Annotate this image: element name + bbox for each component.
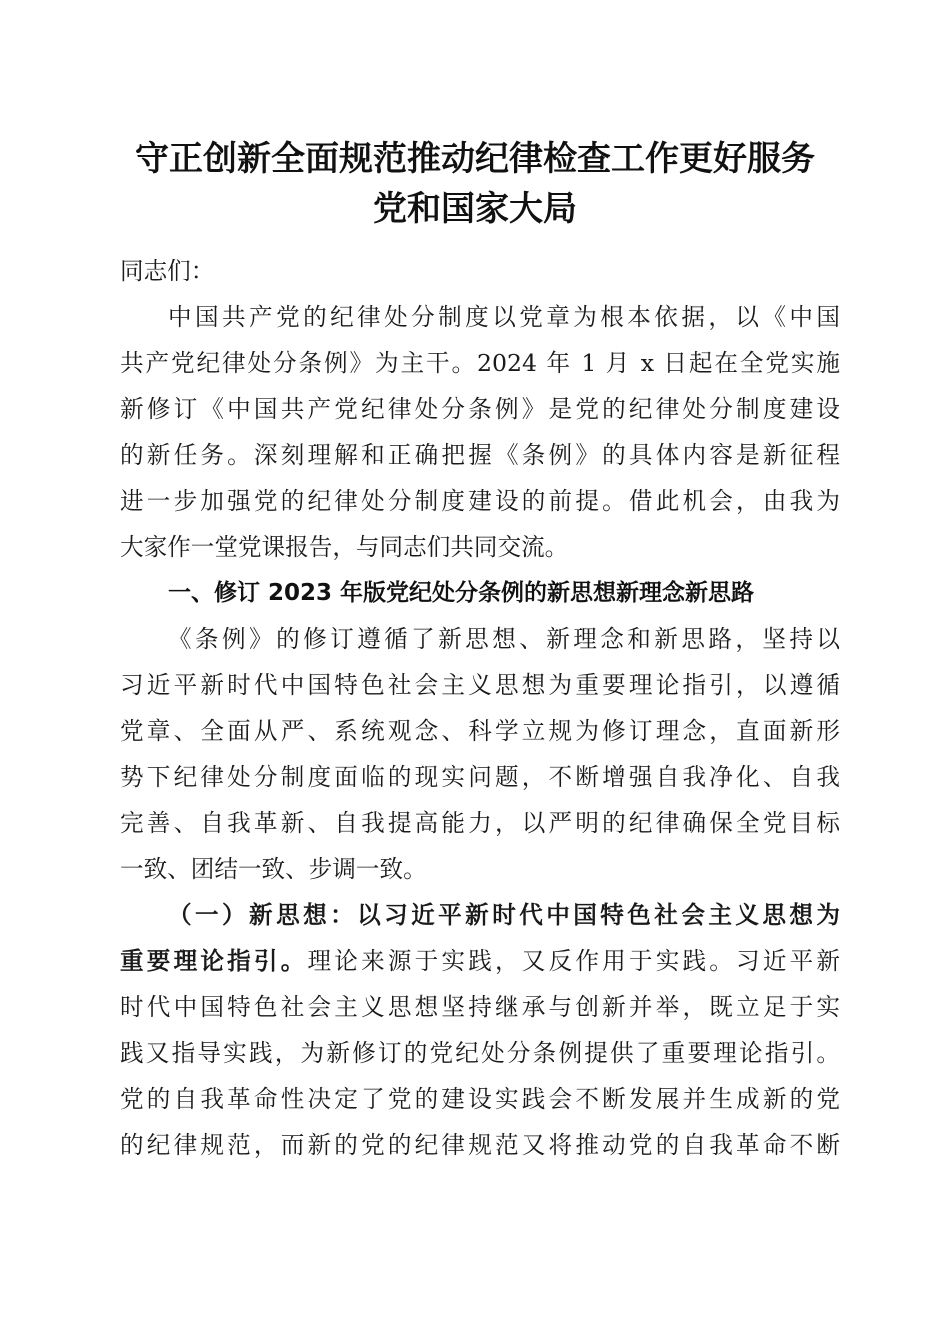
paragraph-1-line-6: 大家作一堂党课报告，与同志们共同交流。 bbox=[120, 533, 569, 561]
salutation: 同志们： bbox=[120, 257, 215, 285]
paragraph-2-line-2: 习近平新时代中国特色社会主义思想为重要理论指引，以遵循 bbox=[120, 671, 840, 699]
paragraph-1-line-2: 共产党纪律处分条例》为主干。2024 年 1 月 x 日起在全党实施 bbox=[120, 349, 840, 377]
section-heading-1: 一、修订 2023 年版党纪处分条例的新思想新理念新思路 bbox=[168, 580, 755, 606]
paragraph-3-line-5: 的纪律规范，而新的党的纪律规范又将推动党的自我革命不断 bbox=[120, 1131, 840, 1159]
paragraph-2-line-3: 党章、全面从严、系统观念、科学立规为修订理念，直面新形 bbox=[120, 717, 840, 745]
paragraph-1-line-3: 新修订《中国共产党纪律处分条例》是党的纪律处分制度建设 bbox=[120, 395, 840, 423]
paragraph-2-line-6: 一致、团结一致、步调一致。 bbox=[120, 855, 427, 883]
paragraph-2-line-1: 《条例》的修订遵循了新思想、新理念和新思路，坚持以 bbox=[168, 625, 840, 653]
paragraph-3-line-1 bbox=[120, 938, 840, 984]
subheading-1-line-2: 重要理论指引。 bbox=[120, 947, 308, 975]
document-body bbox=[120, 248, 840, 1168]
paragraph-2-line-4: 势下纪律处分制度面临的现实问题，不断增强自我净化、自我 bbox=[120, 763, 840, 791]
paragraph-1-line-5: 进一步加强党的纪律处分制度建设的前提。借此机会，由我为 bbox=[120, 487, 840, 515]
paragraph-3-line-3: 践又指导实践，为新修订的党纪处分条例提供了重要理论指引。 bbox=[120, 1039, 840, 1067]
paragraph-3-line-1-text: 理论来源于实践，又反作用于实践。习近平新 bbox=[307, 947, 841, 975]
paragraph-1-line-4: 的新任务。深刻理解和正确把握《条例》的具体内容是新征程 bbox=[120, 441, 840, 469]
paragraph-3-line-2: 时代中国特色社会主义思想坚持继承与创新并举，既立足于实 bbox=[120, 993, 840, 1021]
paragraph-1-line-1: 中国共产党的纪律处分制度以党章为根本依据，以《中国 bbox=[168, 303, 840, 331]
paragraph-3-line-4: 党的自我革命性决定了党的建设实践会不断发展并生成新的党 bbox=[120, 1085, 840, 1113]
document-title bbox=[80, 134, 870, 234]
title-line-1: 守正创新全面规范推动纪律检查工作更好服务 bbox=[135, 139, 815, 179]
paragraph-2-line-5: 完善、自我革新、自我提高能力，以严明的纪律确保全党目标 bbox=[120, 809, 840, 837]
title-line-2: 党和国家大局 bbox=[373, 189, 577, 229]
subheading-1-line-1: （一）新思想：以习近平新时代中国特色社会主义思想为 bbox=[168, 901, 840, 929]
